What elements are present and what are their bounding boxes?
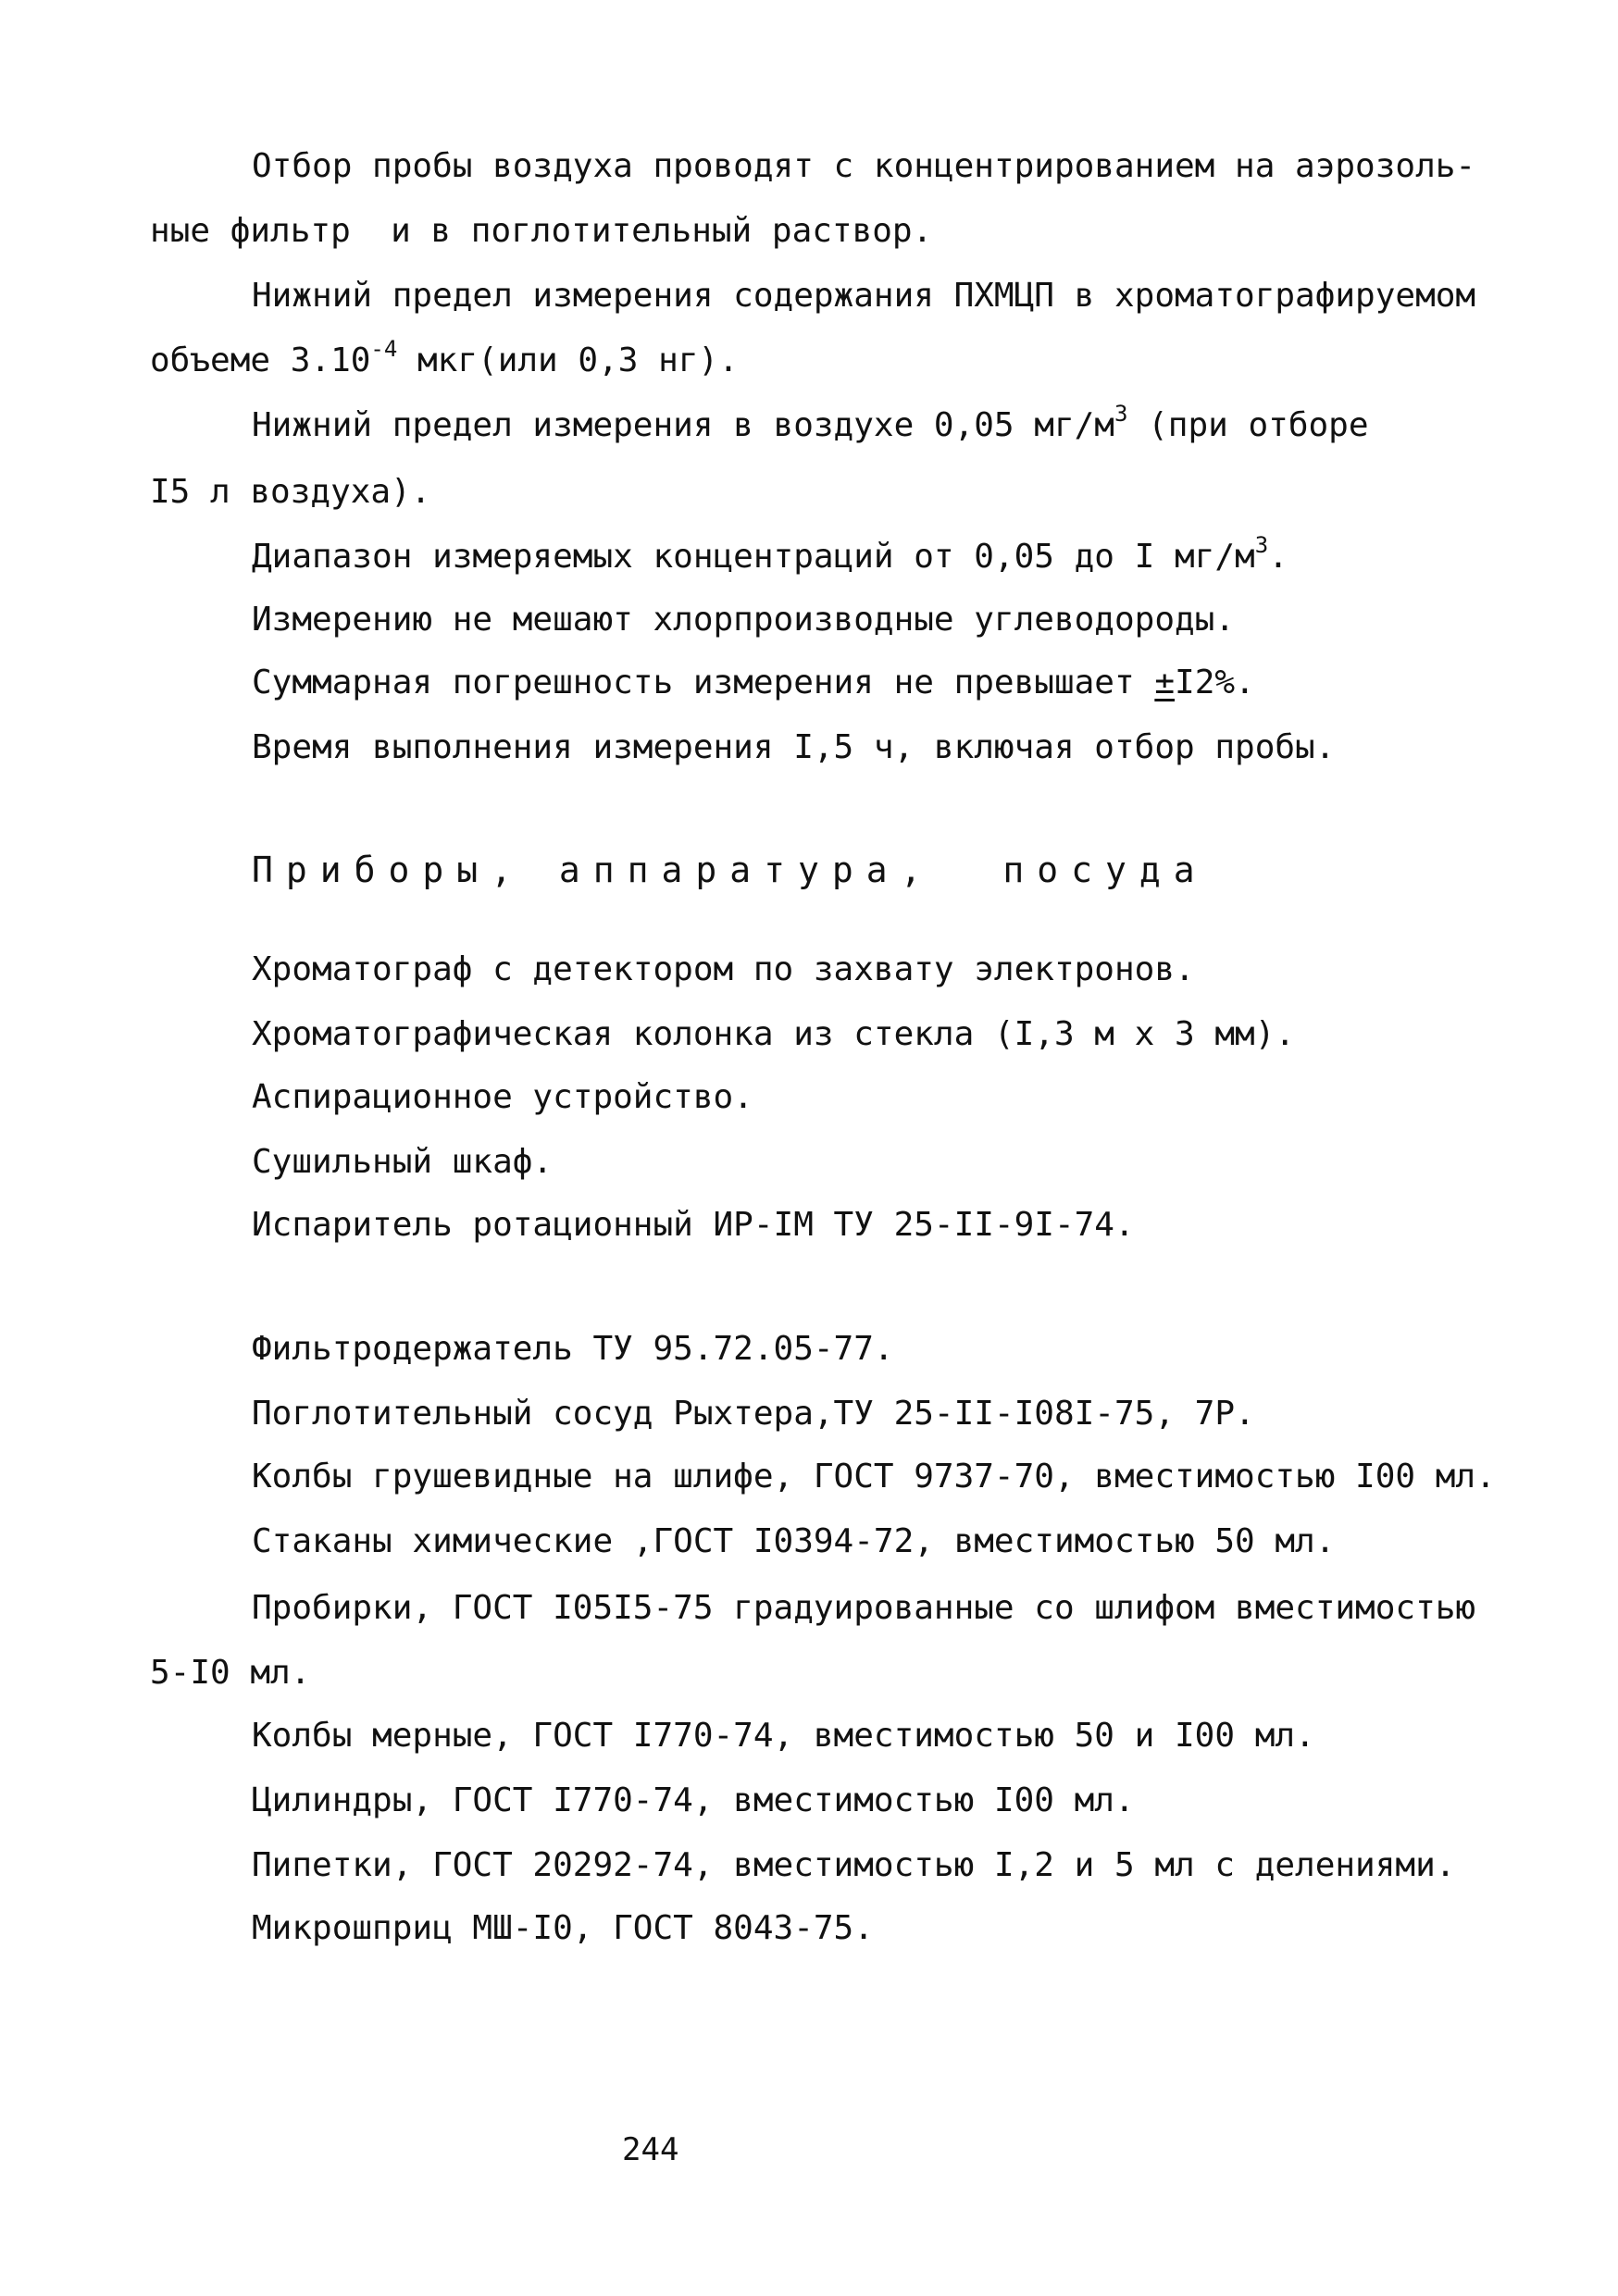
equipment-item: Аспирационное устройство. [252, 1078, 753, 1116]
lower-limit-volume-unit: мкг(или 0,3 нг). [397, 341, 739, 379]
page-number: 244 [622, 2131, 679, 2168]
test-tubes-line-2: 5-I0 мл. [150, 1654, 311, 1692]
paragraph-lower-limit-volume-line-1: Нижний предел измерения содержания ПХМЦП в хроматографируемом [252, 277, 1476, 315]
paragraph-error [252, 663, 1255, 703]
glassware-item: Колбы мерные, ГОСТ I770-74, вместимостью 50 и I00 мл. [252, 1717, 1315, 1755]
glassware-item: Цилиндры, ГОСТ I770-74, вместимостью I00 мл. [252, 1781, 1135, 1819]
glassware-item: Пипетки, ГОСТ 20292-74, вместимостью I,2 и 5 мл с делениями. [252, 1846, 1456, 1884]
plus-minus-sign: ± [1154, 664, 1176, 701]
cubic-superscript: 3 [1114, 401, 1128, 427]
glassware-item: Поглотительный сосуд Рыхтера,ТУ 25-II-I08I-75, 7Р. [252, 1395, 1255, 1433]
paragraph-interference: Измерению не мешают хлорпроизводные углеводороды. [252, 601, 1236, 639]
paragraph-duration: Время выполнения измерения I,5 ч, включая отбор пробы. [252, 728, 1336, 766]
lower-limit-air-text: Нижний предел измерения в воздухе 0,05 мг/м [252, 406, 1114, 444]
range-end: . [1268, 538, 1288, 576]
paragraph-lower-limit-air-line-2: I5 л воздуха). [150, 473, 431, 511]
glassware-item: Колбы грушевидные на шлифе, ГОСТ 9737-70, вместимостью I00 мл. [252, 1458, 1496, 1496]
glassware-item: Фильтродержатель ТУ 95.72.05-77. [252, 1330, 894, 1368]
lower-limit-air-suffix: (при отборе [1127, 406, 1369, 444]
equipment-item: Сушильный шкаф. [252, 1143, 554, 1181]
glassware-item: Стаканы химические ,ГОСТ I0394-72, вместимостью 50 мл. [252, 1522, 1336, 1560]
paragraph-sampling-line-1: Отбор пробы воздуха проводят с концентрированием на аэрозоль- [252, 147, 1476, 185]
paragraph-lower-limit-air-line-1 [252, 401, 1369, 446]
equipment-item: Хроматограф с детектором по захвату электронов. [252, 950, 1195, 988]
exponent-superscript: -4 [370, 336, 398, 362]
equipment-item: Хроматографическая колонка из стекла (I,3 м х 3 мм). [252, 1015, 1296, 1053]
equipment-item: Испаритель ротационный ИР-IМ ТУ 25-II-9I-74. [252, 1206, 1135, 1244]
section-heading: Приборы, аппаратура, посуда [252, 850, 1208, 890]
cubic-superscript: 3 [1254, 532, 1269, 558]
glassware-item: Микрошприц МШ-I0, ГОСТ 8043-75. [252, 1909, 874, 1947]
paragraph-sampling-line-2: ные фильтр и в поглотительный раствор. [150, 212, 933, 250]
paragraph-range [252, 532, 1288, 577]
error-value: I2%. [1175, 664, 1255, 701]
test-tubes-line-1: Пробирки, ГОСТ I05I5-75 градуированные со шлифом вместимостью [252, 1589, 1476, 1627]
lower-limit-volume-text: объеме 3.10 [150, 341, 371, 379]
range-text: Диапазон измеряемых концентраций от 0,05 до I мг/м [252, 538, 1255, 576]
error-text: Суммарная погрешность измерения не превышает [252, 664, 1155, 701]
paragraph-lower-limit-volume-line-2 [150, 336, 739, 381]
